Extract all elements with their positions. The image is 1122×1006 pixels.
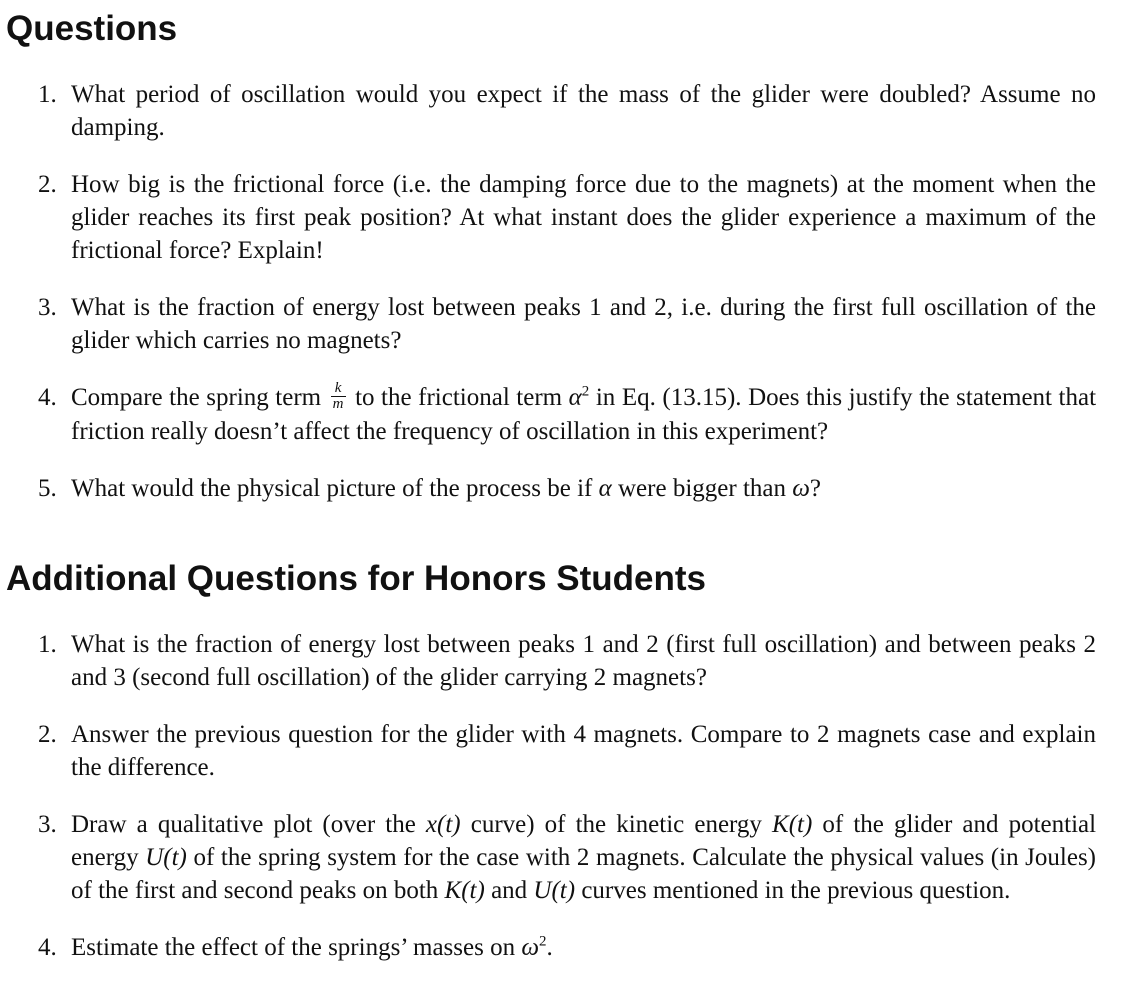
honors-list bbox=[0, 628, 1122, 988]
item-text-part: Estimate the effect of the springs’ masses on bbox=[71, 934, 516, 961]
fraction-k-over-m bbox=[331, 381, 346, 412]
item-text-part: of the glider and potential energy bbox=[71, 811, 1097, 871]
fraction-numerator: k bbox=[331, 381, 346, 397]
omega-symbol: ω bbox=[792, 474, 810, 502]
item-number: 2. bbox=[38, 171, 57, 198]
questions-list bbox=[0, 78, 1122, 505]
item-text-part: to the frictional term bbox=[355, 384, 563, 411]
omega-symbol: ω bbox=[521, 934, 539, 961]
fraction-denominator: m bbox=[332, 395, 344, 412]
item-text-part: What would the physical picture of the process be if bbox=[71, 474, 593, 502]
item-text: How big is the frictional force (i.e. the damping force due to the magnets) at the moment when the glider reaches its first peak position? At what instant does the glider experience a maximum of the frictional force? Explain! bbox=[71, 171, 1096, 264]
honors-heading: Additional Questions for Honors Students bbox=[6, 559, 706, 598]
item-number: 2. bbox=[38, 721, 57, 748]
item-number: 4. bbox=[38, 934, 57, 961]
list-item bbox=[0, 931, 1122, 964]
questions-heading: Questions bbox=[6, 9, 178, 48]
item-text: What period of oscillation would you expect if the mass of the glider were doubled? Assume no damping. bbox=[71, 81, 1096, 141]
item-number: 5. bbox=[38, 474, 57, 502]
item-number: 1. bbox=[38, 631, 57, 658]
math-x-of-t: x(t) bbox=[425, 811, 461, 838]
item-text: What is the fraction of energy lost between peaks 1 and 2 (first full oscillation) and between peaks 2 and 3 (second full oscillation) of the glider carrying 2 magnets? bbox=[71, 631, 1096, 691]
item-text-part: and bbox=[491, 877, 528, 904]
item-text-part: Compare the spring term bbox=[71, 384, 322, 411]
list-item bbox=[0, 718, 1122, 784]
list-item bbox=[0, 168, 1122, 267]
item-text-part: curve) of the kinetic energy bbox=[470, 811, 762, 838]
item-number: 3. bbox=[38, 294, 57, 321]
item-text: Answer the previous question for the glider with 4 magnets. Compare to 2 magnets case and explain the difference. bbox=[71, 721, 1096, 781]
math-k-of-t: K(t) bbox=[444, 877, 485, 904]
exponent: 2 bbox=[581, 383, 590, 400]
item-text-part: Draw a qualitative plot (over the bbox=[71, 811, 416, 838]
exponent: 2 bbox=[539, 933, 547, 950]
math-k-of-t: K(t) bbox=[772, 811, 813, 838]
item-text-part: ? bbox=[809, 474, 821, 502]
item-number: 3. bbox=[38, 811, 57, 838]
list-item bbox=[0, 808, 1122, 907]
item-text-part: . bbox=[546, 934, 553, 961]
item-text-part: of the spring system for the case with 2 magnets. Calculate the physical values (in Joules) of the first and second peaks on both bbox=[71, 844, 1097, 904]
alpha-symbol: α bbox=[598, 474, 612, 502]
item-text-part: were bigger than bbox=[618, 474, 786, 502]
item-text-part: in Eq. (13.15). Does this justify the statement that friction really doesn’t affect the frequency of oscillation in this experiment? bbox=[71, 384, 1097, 445]
item-text-part: curves mentioned in the previous question. bbox=[581, 877, 1011, 904]
item-number: 4. bbox=[38, 384, 57, 411]
list-item bbox=[0, 472, 1122, 505]
alpha-symbol: α bbox=[568, 384, 582, 411]
item-text: What is the fraction of energy lost between peaks 1 and 2, i.e. during the first full oscillation of the glider which carries no magnets? bbox=[71, 294, 1096, 354]
item-number: 1. bbox=[38, 81, 57, 108]
list-item bbox=[0, 291, 1122, 357]
math-u-of-t: U(t) bbox=[145, 844, 187, 871]
math-u-of-t: U(t) bbox=[533, 877, 576, 904]
list-item bbox=[0, 78, 1122, 144]
list-item bbox=[0, 381, 1122, 448]
list-item bbox=[0, 628, 1122, 694]
